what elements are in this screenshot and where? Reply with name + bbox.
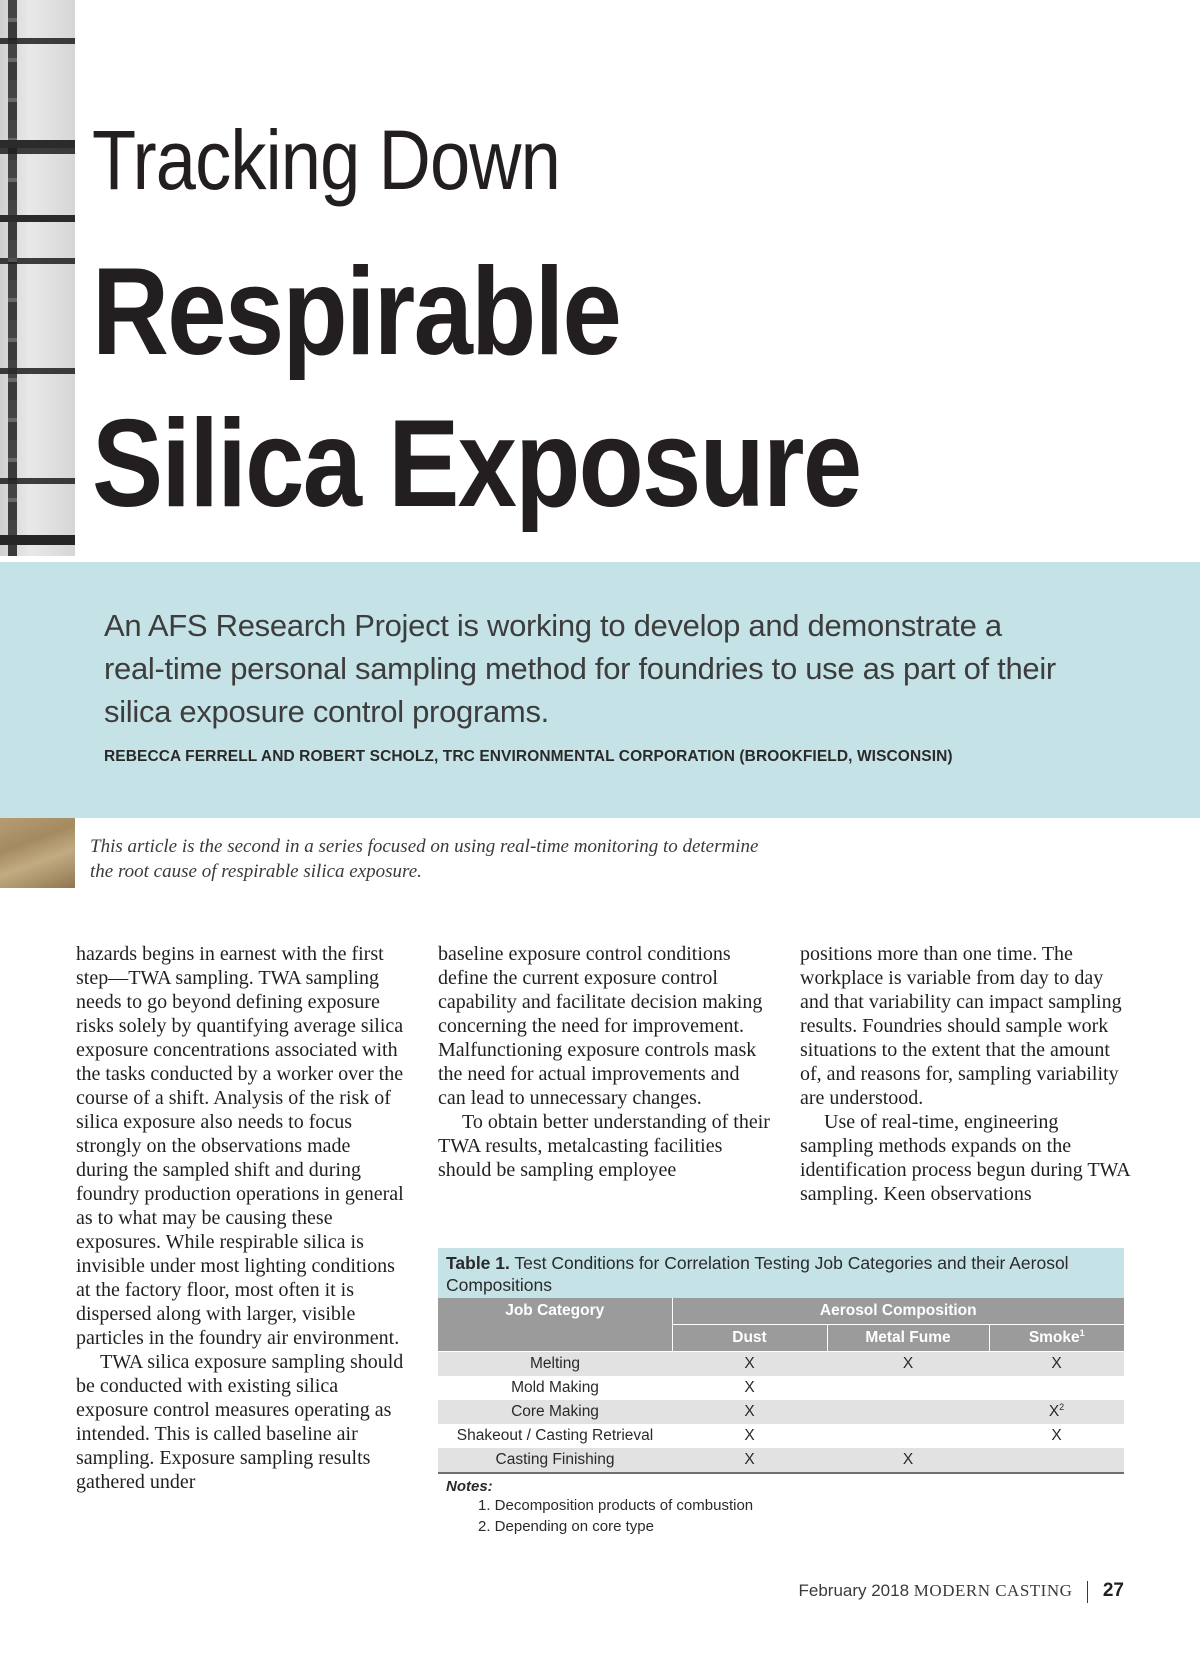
cell-job-category (438, 1352, 672, 1377)
article-deck: An AFS Research Project is working to develop and demonstrate a real-time personal sampling method for foundries to use as part of their silica exposure control programs. (104, 608, 1056, 729)
notes-title: Notes: (446, 1478, 493, 1495)
cell-metal-fume-value: X (902, 1451, 914, 1468)
body-paragraph: TWA silica exposure sampling should be conducted with existing silica exposure control measures operating as intended. This is called baseline air sampling. Exposure sampling results gathered under (76, 1351, 404, 1493)
cell-dust-value: X (744, 1379, 755, 1396)
cell-metal-fume-value: X (902, 1355, 914, 1372)
header-dust: Dust (672, 1325, 827, 1352)
headline-line-2: Silica Exposure (92, 395, 861, 533)
table-caption (438, 1248, 1124, 1298)
table-row (438, 1376, 1124, 1400)
headline-line-1: Respirable (92, 243, 621, 381)
texture-crack (0, 140, 75, 148)
series-note: This article is the second in a series focused on using real-time monitoring to determine the root cause of respirable silica exposure. (90, 836, 759, 882)
texture-crack (0, 535, 75, 545)
issue-date: February 2018 (798, 1581, 910, 1600)
cell-smoke-value: X (1051, 1355, 1062, 1372)
footnote-marker: 2 (1059, 1401, 1065, 1412)
table-row (438, 1448, 1124, 1473)
cell-job-category-value: Casting Finishing (495, 1451, 615, 1468)
cell-job-category (438, 1424, 672, 1448)
wood-texture-image (0, 818, 75, 888)
page-number: 27 (1102, 1580, 1124, 1601)
table-1 (438, 1248, 1124, 1537)
header-aerosol-composition: Aerosol Composition (672, 1298, 1124, 1325)
table-caption-text: Test Conditions for Correlation Testing Job Categories and their Aerosol Compositions (446, 1253, 1069, 1295)
cell-job-category-value: Melting (530, 1355, 580, 1372)
cell-job-category (438, 1448, 672, 1473)
body-paragraph: baseline exposure control conditions define the current exposure control capability and facilitate decision making concerning the need for improvement. Malfunctioning exposure controls mask the need for actual improvements and can lead to unnecessary changes. (438, 943, 763, 1109)
texture-crack (8, 0, 17, 556)
cell-dust-value: X (744, 1427, 755, 1444)
cell-job-category-value: Shakeout / Casting Retrieval (456, 1427, 654, 1444)
cell-dust (672, 1400, 827, 1424)
cell-job-category (438, 1376, 672, 1400)
table-notes (438, 1474, 1124, 1537)
page-footer (798, 1580, 1124, 1603)
header-job-category: Job Category (438, 1298, 672, 1352)
body-column-3 (800, 942, 1132, 1206)
header-smoke (989, 1325, 1124, 1352)
table-number: Table 1. (446, 1253, 510, 1273)
texture-crack (0, 215, 75, 222)
cell-dust (672, 1352, 827, 1377)
cell-smoke (989, 1424, 1124, 1448)
cell-dust-value: X (744, 1355, 755, 1372)
footer-divider (1087, 1581, 1088, 1603)
cell-metal-fume (827, 1400, 989, 1424)
cell-metal-fume (827, 1376, 989, 1400)
cell-job-category-value: Core Making (511, 1403, 599, 1420)
header-smoke-label: Smoke (1028, 1329, 1080, 1346)
cell-dust-value: X (744, 1451, 755, 1468)
body-paragraph: To obtain better understanding of their TWA results, metalcasting facilities should be sampling employee (438, 1111, 770, 1181)
headline-kicker: Tracking Down (92, 113, 560, 207)
table-row (438, 1352, 1124, 1377)
cell-dust (672, 1376, 827, 1400)
footnote-marker: 1 (1079, 1327, 1085, 1338)
cell-smoke (989, 1448, 1124, 1473)
cell-smoke (989, 1376, 1124, 1400)
cell-dust (672, 1424, 827, 1448)
cell-smoke-value: X (1048, 1403, 1060, 1420)
cell-smoke-value: X (1051, 1427, 1062, 1444)
cell-job-category-value: Mold Making (511, 1379, 599, 1396)
author-byline: REBECCA FERRELL AND ROBERT SCHOLZ, TRC ENVIRONMENTAL CORPORATION (BROOKFIELD, WISCONSIN) (104, 748, 953, 765)
cell-metal-fume (827, 1424, 989, 1448)
table-note: 2. Depending on core type (478, 1518, 654, 1535)
concrete-texture-image (0, 0, 75, 556)
cell-smoke (989, 1352, 1124, 1377)
cell-smoke (989, 1400, 1124, 1424)
header-metal-fume: Metal Fume (827, 1325, 989, 1352)
table-row (438, 1400, 1124, 1424)
cell-job-category (438, 1400, 672, 1424)
body-paragraph: positions more than one time. The workplace is variable from day to day and that variability can impact sampling results. Foundries should sample work situations to the extent that the amount of, and reasons for, sampling variability are understood. (800, 943, 1122, 1109)
cell-metal-fume (827, 1448, 989, 1473)
body-column-2 (438, 942, 770, 1182)
cell-dust (672, 1448, 827, 1473)
body-column-1 (76, 942, 406, 1494)
cell-dust-value: X (744, 1403, 755, 1420)
aerosol-table (438, 1298, 1124, 1474)
body-paragraph: hazards begins in earnest with the first step—TWA sampling. TWA sampling needs to go beyond defining exposure risks solely by quantifying average silica exposure concentrations associated with the tasks conducted by a worker over the course of a shift. Analysis of the risk of silica exposure also needs to focus strongly on the observations made during the sampled shift and during foundry production operations in general as to what may be causing these exposures. While respirable silica is invisible under most lighting conditions at the factory floor, most often it is dispersed along with larger, visible particles in the foundry air environment. (76, 943, 404, 1349)
body-paragraph: Use of real-time, engineering sampling methods expands on the identification process begun during TWA sampling. Keen observations (800, 1111, 1130, 1205)
magazine-name: MODERN CASTING (913, 1581, 1073, 1600)
table-note: 1. Decomposition products of combustion (478, 1497, 754, 1514)
cell-metal-fume (827, 1352, 989, 1377)
table-row (438, 1424, 1124, 1448)
